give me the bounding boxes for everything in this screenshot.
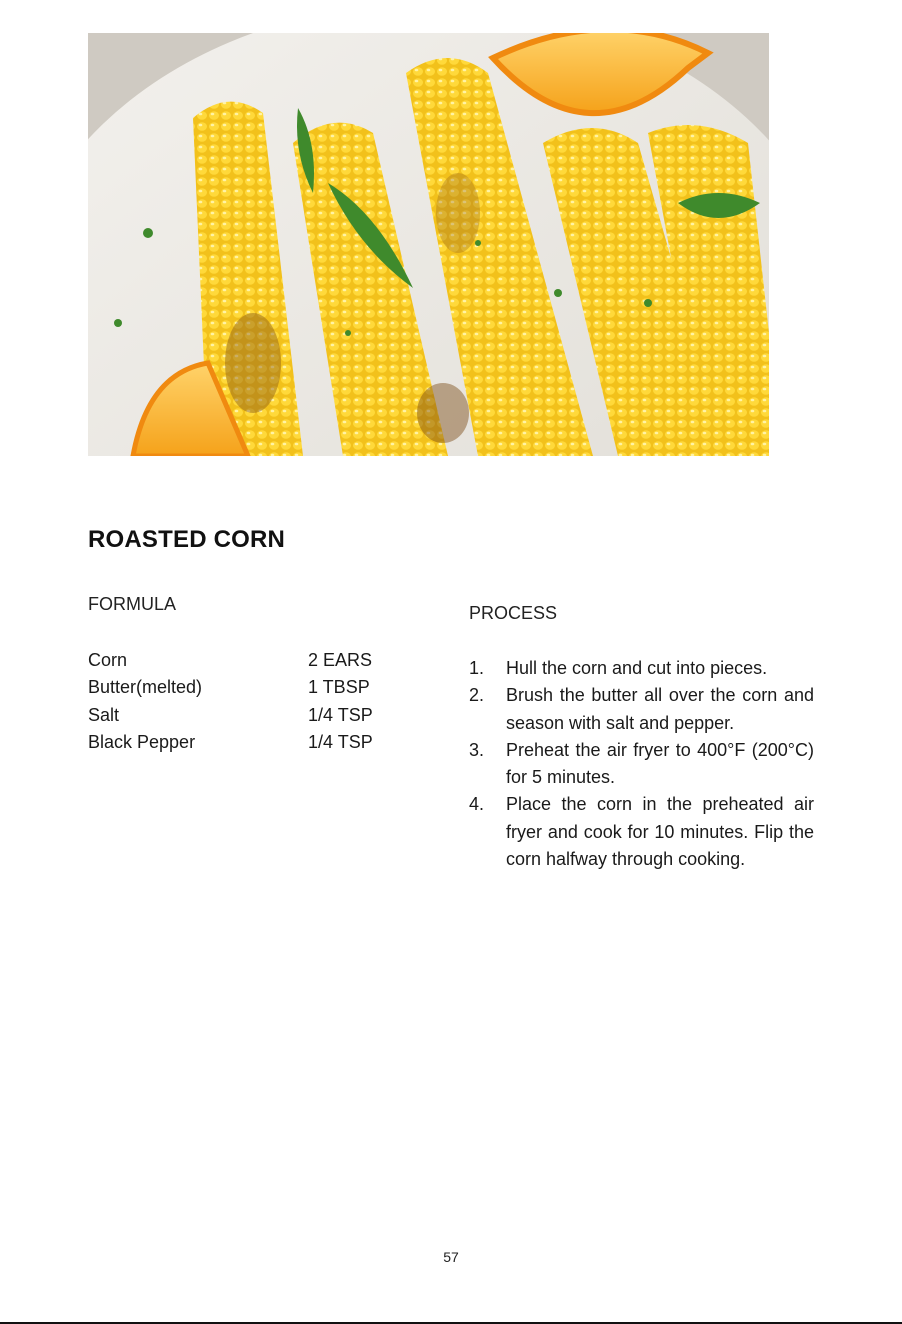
process-heading: PROCESS: [469, 603, 558, 623]
formula-heading: FORMULA: [88, 594, 177, 614]
ingredient-quantity: 1/4 TSP: [308, 704, 373, 725]
ingredient-row: [88, 647, 408, 674]
recipe-title: ROASTED CORN: [88, 526, 286, 553]
page-number: 57: [443, 1249, 459, 1265]
ingredient-quantity: 1/4 TSP: [308, 732, 373, 753]
ingredient-row: [88, 702, 408, 729]
step-text: Preheat the air fryer to 400°F (200°C) for 5 minutes.: [506, 739, 814, 788]
step-text: Brush the butter all over the corn and season with salt and pepper.: [506, 685, 814, 733]
ingredient-list: [88, 647, 408, 756]
corn-photo-illustration: [88, 33, 769, 456]
process-step: [469, 655, 814, 682]
process-step: [469, 737, 814, 792]
step-number: 4.: [469, 794, 485, 815]
process-step: [469, 682, 814, 737]
step-number: 2.: [469, 685, 485, 706]
process-steps: [469, 655, 814, 873]
ingredient-row: [88, 674, 408, 701]
ingredient-name: Black Pepper: [88, 732, 196, 753]
step-text: Hull the corn and cut into pieces.: [506, 658, 768, 678]
process-step: [469, 791, 814, 873]
ingredient-name: Salt: [88, 704, 120, 725]
step-text: Place the corn in the preheated air fryer and cook for 10 minutes. Flip the corn halfway through cooking.: [506, 794, 814, 870]
ingredient-name: Corn: [88, 650, 128, 671]
ingredient-name: Butter(melted): [88, 677, 203, 698]
recipe-photo: [88, 33, 769, 456]
ingredient-quantity: 1 TBSP: [308, 677, 370, 698]
step-number: 3.: [469, 739, 485, 760]
ingredient-quantity: 2 EARS: [308, 650, 373, 671]
step-number: 1.: [469, 658, 485, 678]
ingredient-row: [88, 729, 408, 756]
